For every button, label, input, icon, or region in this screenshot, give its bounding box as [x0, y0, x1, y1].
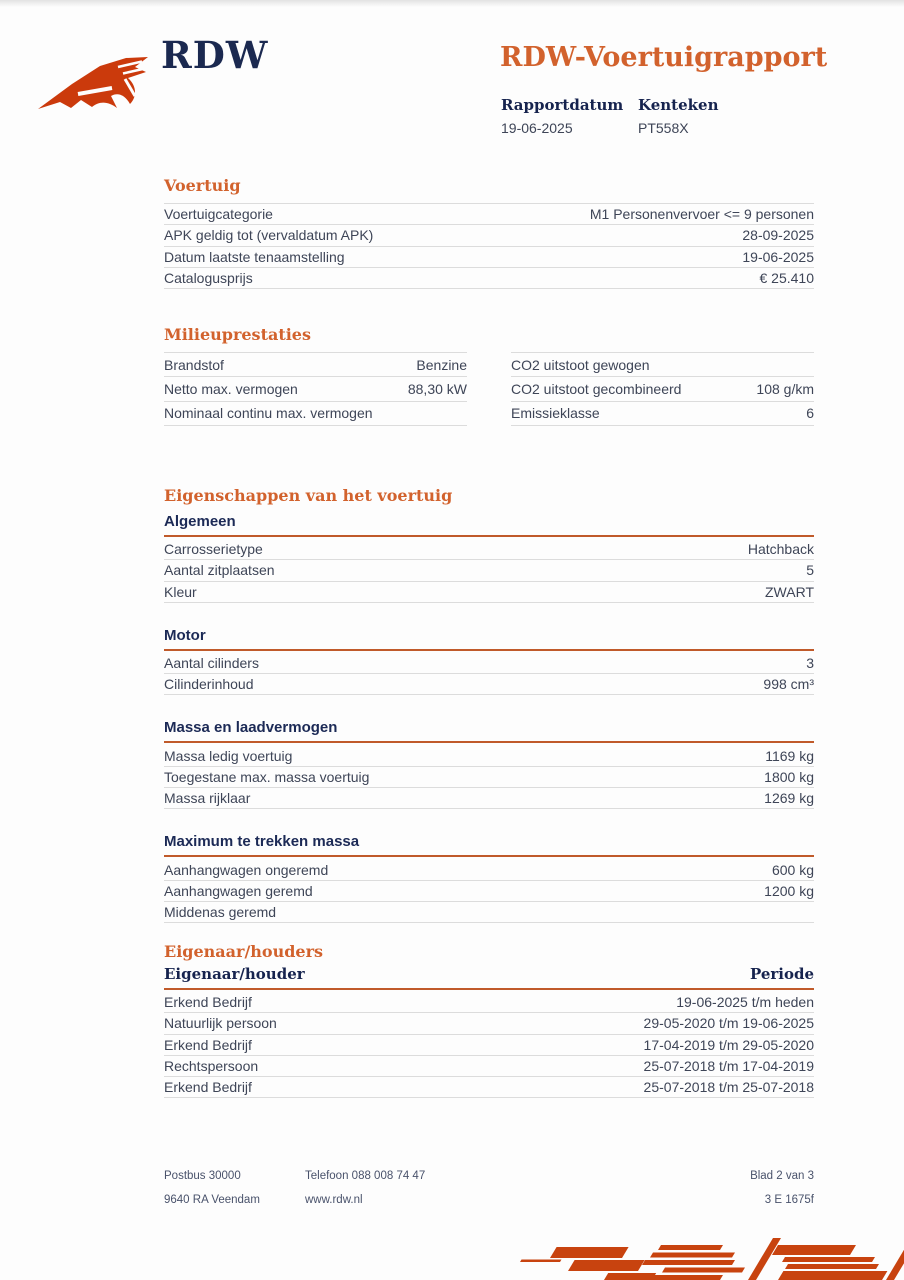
footer-phone: Telefoon 088 008 74 47: [305, 1170, 426, 1182]
row-value: 1169 kg: [765, 747, 814, 764]
subsection-heading: Algemeen: [164, 513, 236, 530]
table-row: [164, 204, 814, 225]
owner-row: [164, 1077, 814, 1098]
milieu-left-column: [164, 352, 467, 426]
subsection-algemeen: [164, 513, 814, 603]
table-row: [164, 653, 814, 674]
row-label: Cilinderinhoud: [164, 676, 254, 693]
table-row: [164, 560, 814, 581]
kenteken-value: PT558X: [638, 120, 689, 136]
row-value: 88,30 kW: [407, 380, 467, 397]
row-value: 19-06-2025: [742, 248, 814, 265]
table-row: [164, 582, 814, 603]
table-row: [164, 902, 814, 923]
row-value: 5: [806, 562, 814, 579]
footer-postbus: Postbus 30000: [164, 1170, 241, 1182]
owner-period: 17-04-2019 t/m 29-05-2020: [643, 1036, 814, 1053]
row-label: Aantal zitplaatsen: [164, 562, 275, 579]
subsection-trekken-massa: [164, 833, 814, 923]
orange-rule: [164, 741, 814, 743]
subsection-massa: [164, 719, 814, 809]
page-footer: [164, 1170, 814, 1218]
table-row: [164, 788, 814, 809]
row-label: Aanhangwagen ongeremd: [164, 861, 329, 878]
owners-table-header: [164, 965, 814, 988]
footer-city: 9640 RA Veendam: [164, 1194, 260, 1206]
row-value: 998 cm³: [763, 676, 814, 693]
milieu-right-column: [511, 352, 814, 426]
orange-rule: [164, 649, 814, 651]
report-date-block: [501, 96, 638, 136]
milieu-columns: [164, 352, 814, 426]
table-row: [164, 881, 814, 902]
row-label: Carrosserietype: [164, 541, 263, 558]
footer-doc-code: 3 E 1675f: [764, 1194, 814, 1206]
row-label: Massa ledig voertuig: [164, 747, 293, 764]
table-row: [164, 859, 814, 880]
row-label: APK geldig tot (vervaldatum APK): [164, 227, 374, 244]
table-row: [164, 377, 467, 401]
voertuig-rows: [164, 203, 814, 289]
owner-row: [164, 1013, 814, 1034]
row-value: € 25.410: [759, 270, 814, 287]
row-value: 6: [806, 405, 814, 422]
row-label: Massa rijklaar: [164, 790, 251, 807]
section-voertuig: [164, 176, 814, 289]
table-row: [164, 539, 814, 560]
section-heading: Milieuprestaties: [164, 325, 311, 344]
orange-rule: [164, 855, 814, 857]
section-heading: Eigenschappen van het voertuig: [164, 486, 453, 505]
row-label: CO2 uitstoot gecombineerd: [511, 380, 682, 397]
row-value: 1200 kg: [764, 882, 814, 899]
owner-name: Rechtspersoon: [164, 1058, 259, 1075]
orange-rule: [164, 535, 814, 537]
owner-name: Erkend Bedrijf: [164, 994, 252, 1011]
row-value: ZWART: [765, 583, 814, 600]
subsection-heading: Motor: [164, 626, 206, 644]
page-title: RDW-Voertuigrapport: [500, 42, 828, 73]
table-row: [511, 402, 814, 426]
kenteken-label: Kenteken: [638, 96, 719, 114]
report-date-label: Rapportdatum: [501, 96, 624, 114]
section-heading: Eigenaar/houders: [164, 942, 324, 961]
table-row: [164, 225, 814, 246]
section-heading: Voertuig: [164, 176, 241, 195]
row-value: 1800 kg: [764, 768, 814, 785]
rdw-feather-icon: [38, 50, 150, 113]
rdw-logo-text: RDW: [161, 33, 269, 77]
owner-period: 19-06-2025 t/m heden: [676, 994, 814, 1011]
owner-row: [164, 1035, 814, 1056]
row-label: Aanhangwagen geremd: [164, 882, 313, 899]
kenteken-block: [638, 96, 818, 136]
owner-name: Erkend Bedrijf: [164, 1079, 252, 1096]
row-value: 600 kg: [771, 861, 814, 878]
row-label: Middenas geremd: [164, 904, 277, 921]
owners-col-header: Eigenaar/houder: [164, 965, 305, 983]
section-milieuprestaties: [164, 325, 814, 426]
row-value: M1 Personenvervoer <= 9 personen: [589, 206, 814, 223]
row-label: Netto max. vermogen: [164, 380, 298, 397]
speed-stripes-icon: [520, 1238, 904, 1280]
scan-edge-shadow: [0, 0, 904, 7]
row-value: 1269 kg: [764, 790, 814, 807]
row-value: 28-09-2025: [742, 227, 814, 244]
table-row: [164, 767, 814, 788]
row-label: Brandstof: [164, 356, 224, 373]
subsection-motor: [164, 627, 814, 696]
row-label: Aantal cilinders: [164, 655, 259, 672]
table-row: [164, 353, 467, 377]
owner-period: 25-07-2018 t/m 17-04-2019: [643, 1058, 814, 1075]
table-row: [164, 247, 814, 268]
table-row: [511, 377, 814, 401]
owner-name: Natuurlijk persoon: [164, 1015, 277, 1032]
row-label: Kleur: [164, 583, 197, 600]
row-value: 3: [806, 655, 814, 672]
row-label: Nominaal continu max. vermogen: [164, 405, 373, 422]
row-value: Benzine: [416, 356, 467, 373]
owner-row: [164, 992, 814, 1013]
subsection-heading: Massa en laadvermogen: [164, 719, 338, 737]
owner-row: [164, 1056, 814, 1077]
table-row: [164, 745, 814, 766]
orange-rule: [164, 988, 814, 990]
table-row: [164, 268, 814, 289]
row-value: Hatchback: [747, 541, 814, 558]
table-row: [511, 353, 814, 377]
report-meta: [501, 96, 818, 136]
footer-page-indicator: Blad 2 van 3: [750, 1170, 814, 1182]
report-date-value: 19-06-2025: [501, 120, 573, 136]
footer-website: www.rdw.nl: [305, 1194, 363, 1206]
row-label: Emissieklasse: [511, 405, 600, 422]
period-col-header: Periode: [749, 965, 814, 983]
table-row: [164, 402, 467, 426]
section-eigenaren: [164, 942, 814, 1098]
row-label: Datum laatste tenaamstelling: [164, 248, 345, 265]
owner-name: Erkend Bedrijf: [164, 1036, 252, 1053]
table-row: [164, 674, 814, 695]
section-eigenschappen: [164, 486, 814, 923]
row-label: Catalogusprijs: [164, 270, 253, 287]
owner-period: 25-07-2018 t/m 25-07-2018: [643, 1079, 814, 1096]
row-label: Voertuigcategorie: [164, 206, 273, 223]
owner-period: 29-05-2020 t/m 19-06-2025: [643, 1015, 814, 1032]
row-value: 108 g/km: [756, 380, 814, 397]
row-label: Toegestane max. massa voertuig: [164, 768, 370, 785]
row-label: CO2 uitstoot gewogen: [511, 356, 650, 373]
subsection-heading: Maximum te trekken massa: [164, 833, 360, 851]
